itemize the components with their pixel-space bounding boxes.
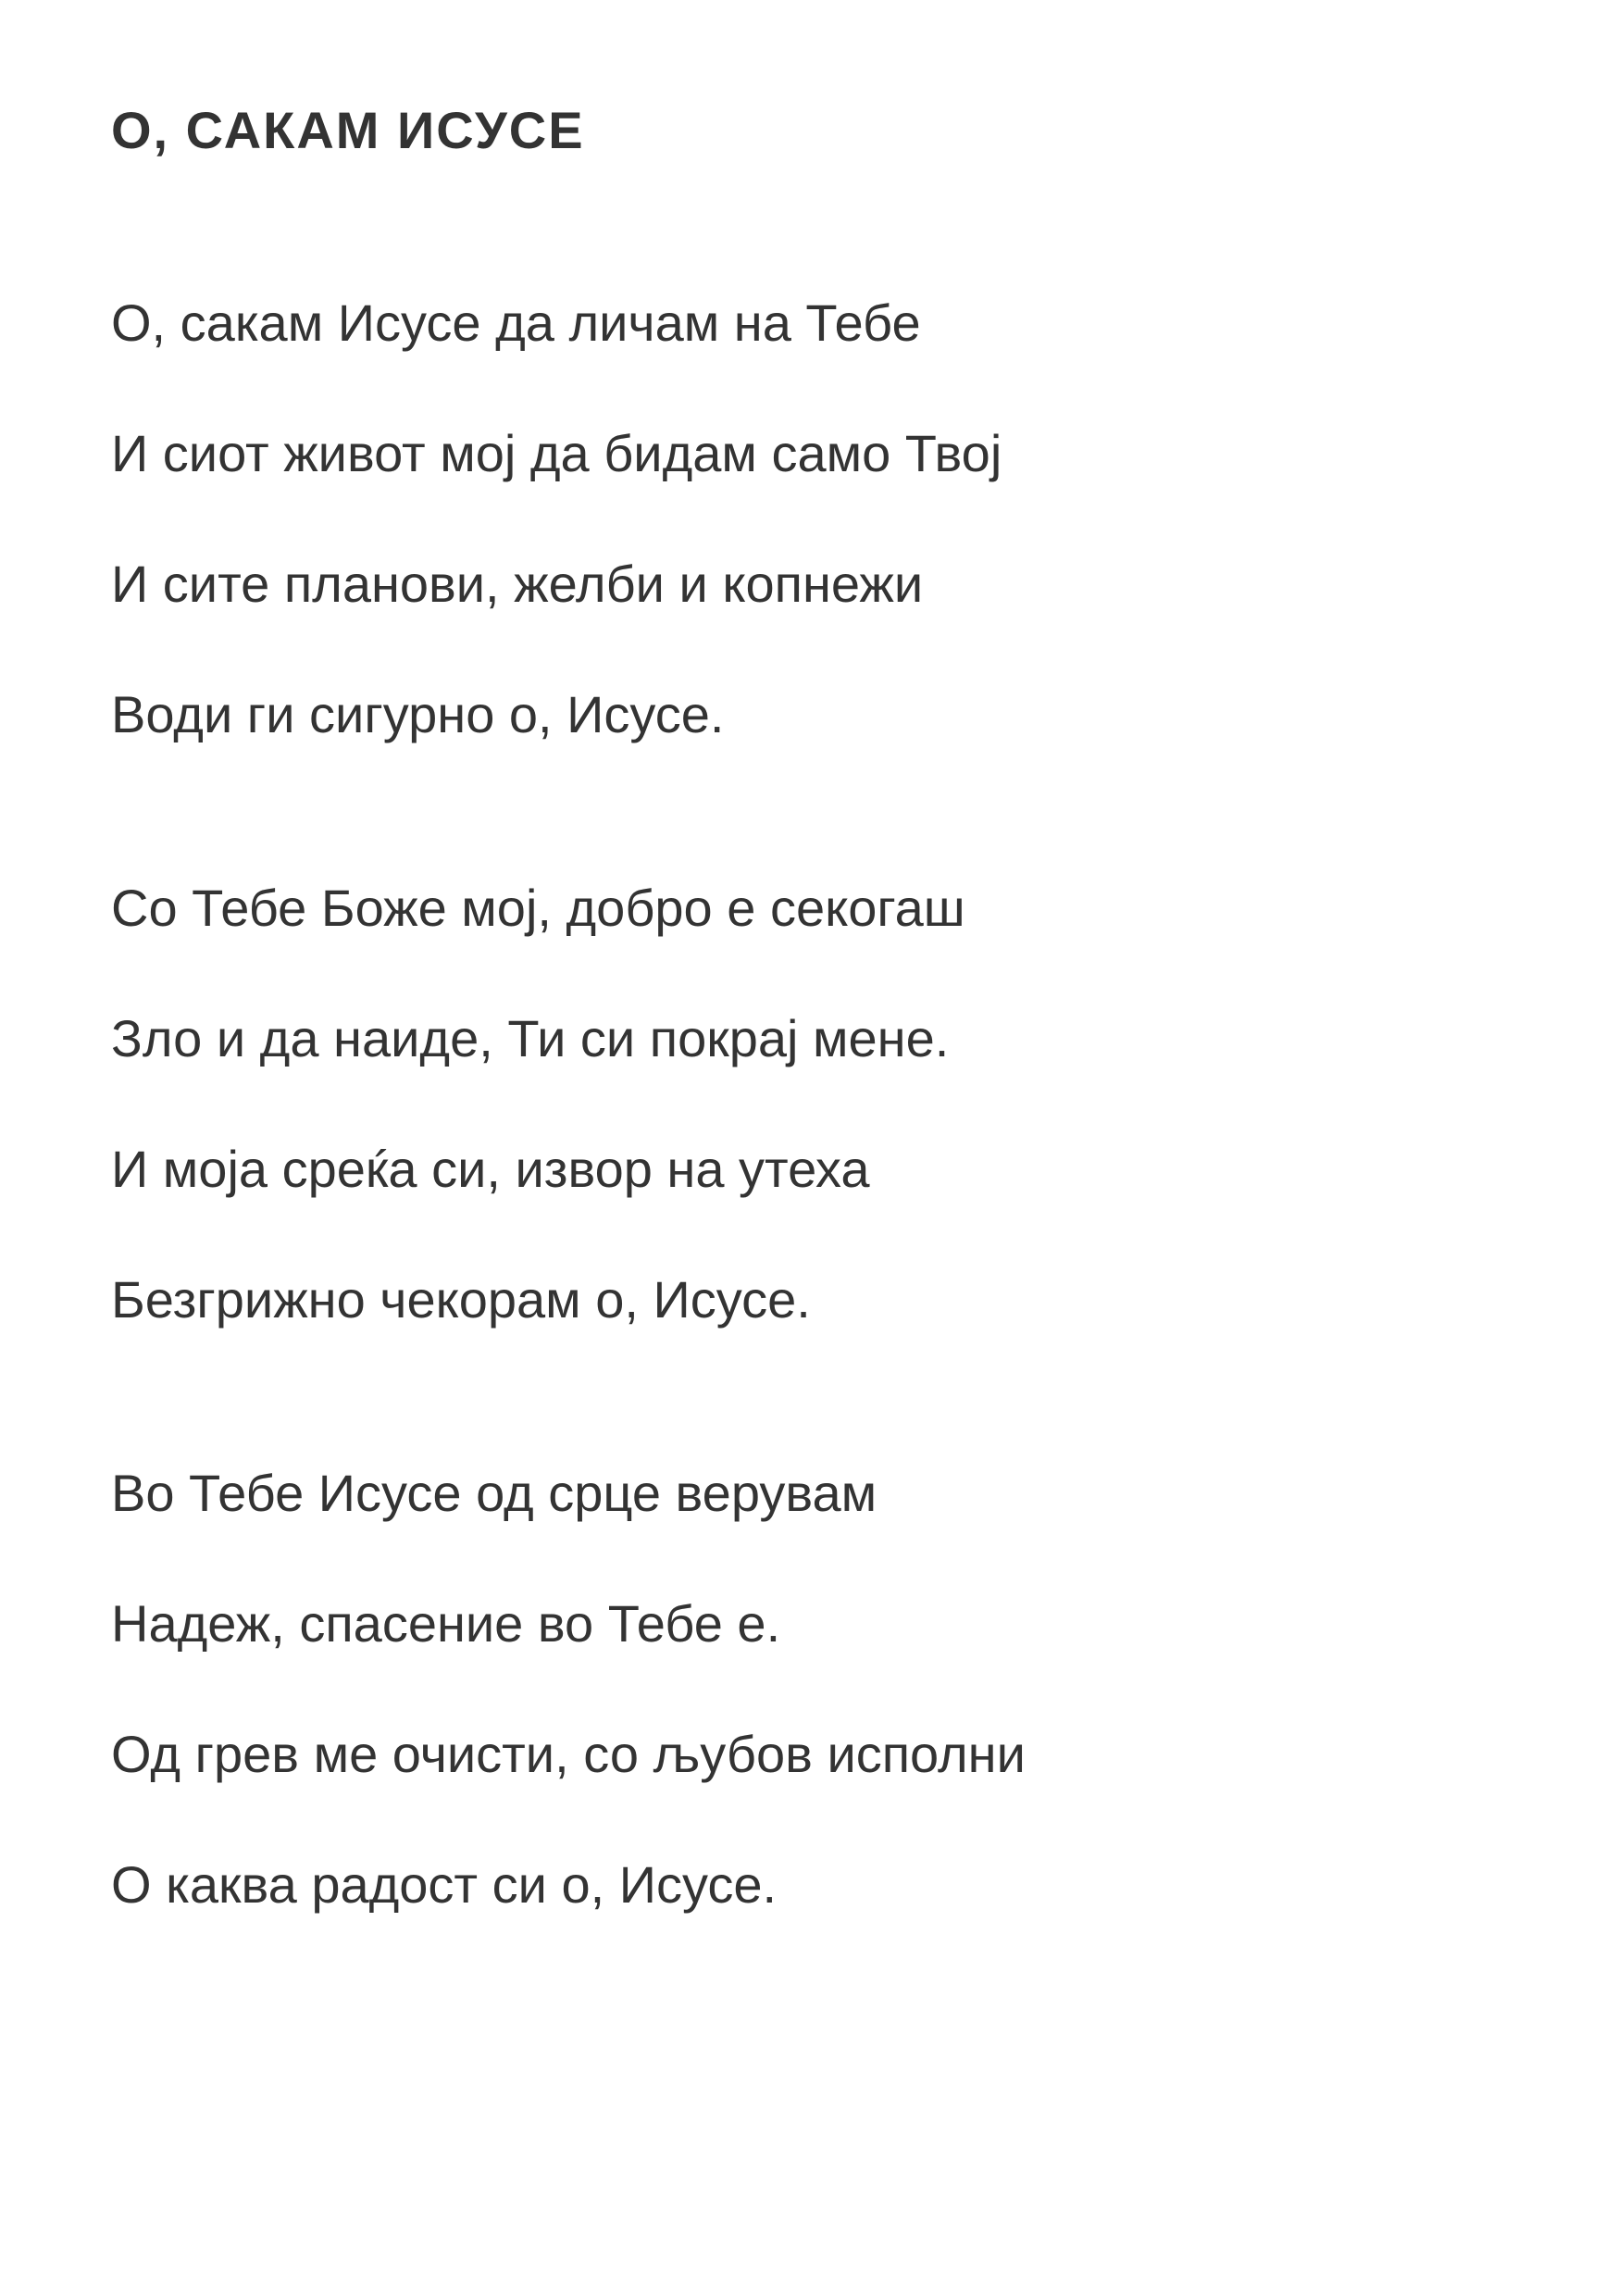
stanza-3	[111, 1463, 1026, 1915]
stanza-2	[111, 878, 965, 1330]
lyric-line: Со Тебе Боже мој, добро е секогаш	[111, 879, 965, 937]
lyric-line: Од грев ме очисти, со љубов исполни	[111, 1725, 1026, 1783]
lyric-line: Зло и да наиде, Ти си покрај мене.	[111, 1009, 950, 1067]
lyric-line: Во Тебе Исусе од срце верувам	[111, 1464, 877, 1522]
stanza-1	[111, 293, 1002, 745]
lyric-line: И моја среќа си, извор на утеха	[111, 1140, 870, 1198]
lyric-line: О каква радост си о, Исусе.	[111, 1855, 778, 1914]
lyric-line: И сите планови, желби и копнежи	[111, 555, 924, 613]
lyric-line: Безгрижно чекорам о, Исусе.	[111, 1270, 811, 1329]
lyric-line: Надеж, спасение во Тебе е.	[111, 1594, 781, 1653]
lyric-line: И сиот живот мој да бидам само Твој	[111, 424, 1002, 482]
lyric-line: Води ги сигурно о, Исусе.	[111, 685, 725, 743]
song-title: О, САКАМ ИСУСЕ	[111, 101, 585, 159]
lyric-line: О, сакам Исусе да личам на Тебе	[111, 293, 921, 352]
